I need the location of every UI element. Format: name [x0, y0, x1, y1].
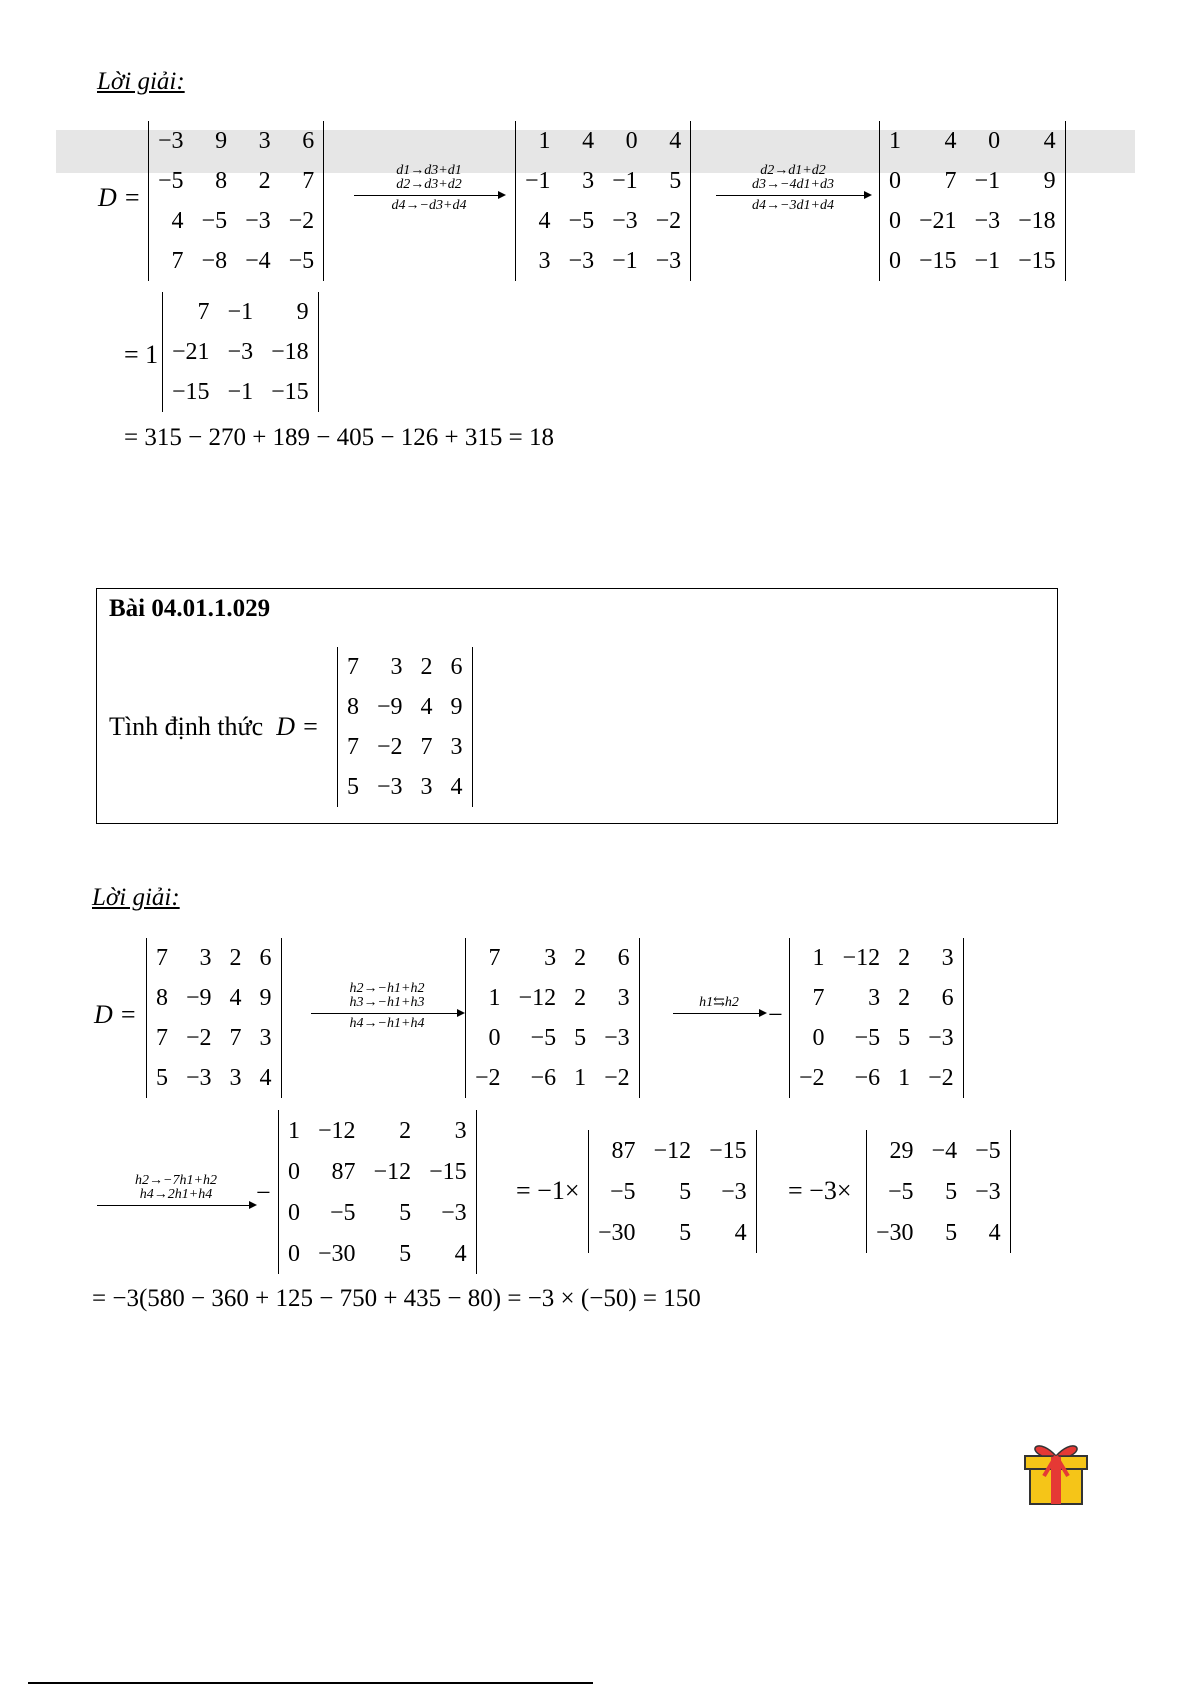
matrix-cell: 1	[898, 1065, 911, 1091]
matrix-cell: 8	[347, 694, 359, 720]
arrow-line	[311, 1013, 463, 1014]
matrix-cell: −12	[373, 1158, 412, 1185]
matrix-cell: 6	[617, 945, 630, 971]
matrix-cell: 4	[582, 128, 595, 154]
matrix-cell: 4	[420, 694, 433, 720]
problem-title: Bài 04.01.1.029	[109, 595, 271, 622]
matrix-cell: −2	[604, 1065, 630, 1091]
row-op-arrow-s2-3	[97, 1174, 255, 1209]
row-op-label: d4→−d3+d4	[391, 198, 467, 214]
matrix-cell: −15	[271, 379, 309, 405]
matrix-cell: 5	[898, 1025, 911, 1051]
problem-prompt: Tình định thức D =	[109, 712, 320, 741]
matrix-cell: 4	[538, 208, 551, 234]
matrix-cell: 2	[574, 985, 587, 1011]
matrix-cell: 5	[945, 1219, 958, 1246]
matrix-cell: −30	[318, 1240, 356, 1267]
matrix-cell: −6	[530, 1065, 557, 1091]
matrix-s1-1	[148, 121, 324, 281]
row-op-label: h3→−h1+h3	[349, 995, 425, 1010]
eq-times-minus-three: = −3×	[788, 1176, 852, 1205]
matrix-cell: −1	[612, 248, 638, 274]
matrix-cell: 3	[454, 1117, 467, 1144]
row-op-label: d1→d3+d1	[396, 163, 462, 178]
matrix-cell: 2	[229, 945, 242, 971]
matrix-cell: 0	[488, 1025, 501, 1051]
row-op-arrow-s2-swap	[673, 996, 765, 1017]
matrix-cell: −12	[842, 945, 881, 971]
matrix-s2-4	[278, 1110, 477, 1274]
matrix-cell: −1	[612, 168, 638, 194]
matrix-cell: 1	[812, 945, 825, 971]
matrix-cell: 4	[669, 128, 682, 154]
matrix-cell: 3	[258, 128, 271, 154]
matrix-cell: 1	[574, 1065, 587, 1091]
matrix-cell: 3	[390, 654, 403, 680]
matrix-cell: −9	[186, 985, 212, 1011]
matrix-cell: 4	[171, 208, 184, 234]
matrix-s1-minor	[162, 292, 319, 412]
matrix-cell: 8	[156, 985, 168, 1011]
solution1-heading: Lời giải:	[97, 68, 185, 95]
problem-matrix	[337, 647, 473, 807]
matrix-cell: −15	[429, 1158, 467, 1185]
matrix-cell: −12	[518, 985, 557, 1011]
matrix-cell: −3	[928, 1025, 954, 1051]
matrix-cell: 4	[988, 1219, 1001, 1246]
matrix-cell: −30	[876, 1219, 914, 1246]
matrix-cell: −2	[928, 1065, 954, 1091]
matrix-cell: 3	[544, 945, 557, 971]
matrix-cell: −5	[568, 208, 595, 234]
matrix-cell: 1	[288, 1117, 300, 1144]
matrix-cell: −2	[799, 1065, 825, 1091]
matrix-cell: 3	[868, 985, 881, 1011]
matrix-cell: −2	[186, 1025, 212, 1051]
matrix-cell: 3	[582, 168, 595, 194]
matrix-cell: 7	[156, 945, 168, 971]
matrix-cell: 0	[288, 1240, 300, 1267]
matrix-cell: −15	[1018, 248, 1056, 274]
matrix-cell: 9	[1043, 168, 1056, 194]
matrix-cell: 5	[945, 1178, 958, 1205]
matrix-cell: −2	[377, 734, 403, 760]
row-op-label: d2→d3+d2	[396, 177, 462, 192]
solution1-result: = 315 − 270 + 189 − 405 − 126 + 315 = 18	[124, 424, 554, 451]
matrix-cell: 4	[1043, 128, 1056, 154]
matrix-cell: −15	[172, 379, 210, 405]
matrix-cell: −8	[201, 248, 228, 274]
matrix-cell: −3	[568, 248, 595, 274]
matrix-cell: −1	[227, 379, 254, 405]
matrix-s2-2	[465, 938, 640, 1098]
matrix-cell: 4	[259, 1065, 272, 1091]
matrix-cell: −3	[721, 1178, 747, 1205]
matrix-cell: 7	[229, 1025, 242, 1051]
matrix-cell: −30	[598, 1219, 636, 1246]
matrix-cell: −2	[655, 208, 682, 234]
arrow-line	[673, 1013, 765, 1014]
matrix-cell: −1	[525, 168, 551, 194]
matrix-cell: −18	[271, 339, 309, 365]
matrix-cell: 9	[259, 985, 272, 1011]
matrix-cell: 7	[156, 1025, 168, 1051]
matrix-cell: −6	[854, 1065, 881, 1091]
matrix-cell: −15	[919, 248, 957, 274]
matrix-s2-3	[789, 938, 964, 1098]
matrix-cell: 7	[347, 654, 359, 680]
matrix-cell: 87	[611, 1137, 636, 1164]
matrix-cell: 1	[889, 128, 901, 154]
row-op-label: h4→−h1+h4	[349, 1016, 425, 1032]
matrix-cell: −18	[1018, 208, 1056, 234]
matrix-cell: 3	[229, 1065, 242, 1091]
matrix-cell: 5	[574, 1025, 587, 1051]
matrix-cell: 0	[889, 168, 901, 194]
matrix-cell: 5	[156, 1065, 168, 1091]
matrix-cell: −21	[919, 208, 957, 234]
matrix-s2-5	[588, 1130, 757, 1253]
matrix-cell: 0	[288, 1199, 300, 1226]
matrix-cell: 6	[259, 945, 272, 971]
matrix-cell: 7	[488, 945, 501, 971]
footer-divider	[28, 1682, 593, 1684]
eq-times-minus-one: = −1×	[516, 1176, 580, 1205]
problem-box	[96, 588, 1058, 824]
row-op-label: h2→−h1+h2	[349, 981, 425, 996]
matrix-cell: −12	[653, 1137, 692, 1164]
solution1-d-label: D =	[98, 183, 141, 212]
matrix-cell: 0	[889, 208, 901, 234]
matrix-cell: 2	[898, 985, 911, 1011]
matrix-cell: 2	[258, 168, 271, 194]
row-op-label: d3→−4d1+d3	[752, 177, 834, 192]
matrix-cell: −4	[931, 1137, 958, 1164]
matrix-s2-1	[146, 938, 282, 1098]
arrow-line	[354, 195, 504, 196]
matrix-cell: 1	[538, 128, 551, 154]
matrix-cell: 6	[302, 128, 315, 154]
matrix-cell: 7	[944, 168, 957, 194]
matrix-cell: 3	[941, 945, 954, 971]
matrix-cell: −5	[158, 168, 184, 194]
matrix-cell: −4	[245, 248, 271, 274]
row-op-label: d4→−3d1+d4	[752, 198, 834, 214]
matrix-cell: 3	[617, 985, 630, 1011]
matrix-cell: 9	[450, 694, 463, 720]
matrix-cell: 0	[889, 248, 901, 274]
matrix-cell: −3	[186, 1065, 212, 1091]
gift-icon[interactable]	[1020, 1436, 1092, 1508]
matrix-cell: −3	[377, 774, 403, 800]
matrix-cell: 5	[679, 1219, 692, 1246]
matrix-cell: 3	[420, 774, 433, 800]
matrix-cell: 9	[296, 299, 309, 325]
matrix-cell: −2	[288, 208, 315, 234]
matrix-cell: −5	[888, 1178, 914, 1205]
row-op-label: d2→d1+d2	[760, 163, 826, 178]
solution2-d-label: D =	[94, 1000, 137, 1029]
matrix-cell: −9	[377, 694, 403, 720]
matrix-cell: −3	[974, 208, 1001, 234]
matrix-cell: 5	[669, 168, 682, 194]
matrix-cell: 29	[889, 1137, 914, 1164]
matrix-cell: 2	[574, 945, 587, 971]
matrix-cell: 0	[988, 128, 1001, 154]
matrix-cell: 3	[259, 1025, 272, 1051]
matrix-cell: −3	[604, 1025, 630, 1051]
matrix-cell: −1	[974, 168, 1001, 194]
matrix-s1-3	[879, 121, 1066, 281]
matrix-cell: 4	[734, 1219, 747, 1246]
matrix-cell: −1	[227, 299, 254, 325]
matrix-cell: 7	[420, 734, 433, 760]
matrix-cell: 3	[199, 945, 212, 971]
matrix-cell: −3	[441, 1199, 467, 1226]
matrix-cell: 5	[399, 1199, 412, 1226]
matrix-cell: 4	[229, 985, 242, 1011]
matrix-cell: −5	[975, 1137, 1001, 1164]
arrow-line	[97, 1205, 255, 1206]
matrix-cell: 4	[944, 128, 957, 154]
matrix-cell: −2	[475, 1065, 501, 1091]
solution1-eq-prefix: = 1	[124, 340, 159, 369]
matrix-cell: 2	[399, 1117, 412, 1144]
matrix-cell: 6	[450, 654, 463, 680]
matrix-cell: 7	[347, 734, 359, 760]
matrix-cell: −3	[245, 208, 271, 234]
matrix-cell: 9	[215, 128, 228, 154]
row-op-label: h4→2h1+h4	[139, 1187, 213, 1202]
matrix-cell: 2	[420, 654, 433, 680]
matrix-cell: −5	[610, 1178, 636, 1205]
row-op-arrow-s2-1	[311, 982, 463, 1031]
matrix-cell: −3	[158, 128, 184, 154]
matrix-cell: 0	[625, 128, 638, 154]
matrix-cell: −15	[709, 1137, 747, 1164]
matrix-cell: −5	[330, 1199, 356, 1226]
matrix-cell: −5	[288, 248, 315, 274]
minus-sign-s2-2: −	[256, 1178, 271, 1207]
matrix-cell: −3	[655, 248, 682, 274]
matrix-cell: 1	[488, 985, 501, 1011]
row-op-label: h1⇆h2	[699, 995, 739, 1010]
row-op-arrow-s1-1	[354, 164, 504, 213]
row-op-label: h2→−7h1+h2	[135, 1173, 217, 1188]
matrix-cell: −3	[612, 208, 638, 234]
matrix-cell: 2	[898, 945, 911, 971]
matrix-cell: 7	[812, 985, 825, 1011]
row-op-arrow-s1-2	[716, 164, 870, 213]
matrix-cell: 7	[302, 168, 315, 194]
matrix-cell: 4	[450, 774, 463, 800]
matrix-cell: 4	[454, 1240, 467, 1267]
matrix-cell: 0	[812, 1025, 825, 1051]
matrix-cell: −5	[530, 1025, 557, 1051]
matrix-cell: −3	[975, 1178, 1001, 1205]
matrix-cell: 7	[197, 299, 210, 325]
matrix-cell: 8	[215, 168, 228, 194]
matrix-s1-2	[515, 121, 691, 281]
matrix-cell: 87	[331, 1158, 356, 1185]
solution2-result: = −3(580 − 360 + 125 − 750 + 435 − 80) = −3 × (−50) = 150	[92, 1285, 701, 1312]
matrix-cell: 5	[399, 1240, 412, 1267]
arrow-line	[716, 195, 870, 196]
matrix-cell: 5	[347, 774, 359, 800]
matrix-cell: −5	[854, 1025, 881, 1051]
matrix-cell: −12	[318, 1117, 356, 1144]
matrix-cell: 3	[450, 734, 463, 760]
minus-sign-s2-1: −	[768, 1000, 783, 1029]
matrix-cell: −3	[227, 339, 254, 365]
matrix-cell: −5	[201, 208, 228, 234]
matrix-cell: 5	[679, 1178, 692, 1205]
matrix-cell: 7	[171, 248, 184, 274]
matrix-cell: −21	[172, 339, 210, 365]
matrix-cell: −1	[974, 248, 1001, 274]
solution2-heading: Lời giải:	[92, 884, 180, 911]
matrix-s2-6	[866, 1130, 1011, 1253]
matrix-cell: 3	[538, 248, 551, 274]
matrix-cell: 0	[288, 1158, 300, 1185]
matrix-cell: 6	[941, 985, 954, 1011]
